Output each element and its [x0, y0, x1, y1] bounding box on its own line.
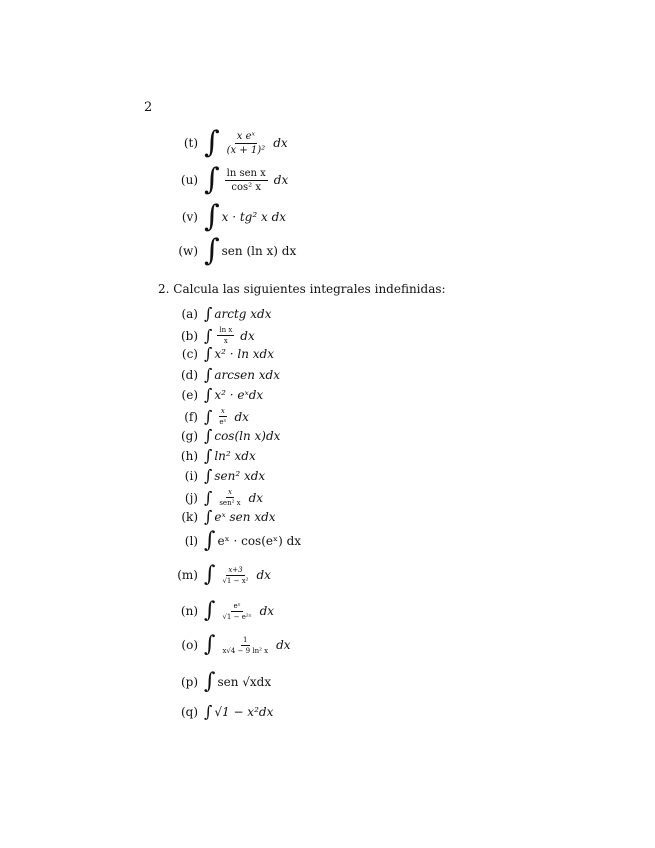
item-label: (p)	[180, 675, 198, 689]
denominator: √1 − x²	[222, 576, 249, 585]
exercise-item	[178, 634, 291, 656]
exercise-item	[178, 407, 249, 426]
exercise-item	[178, 704, 273, 720]
integrand: arctg xdx	[214, 307, 272, 321]
integrand: cos(ln x)dx	[214, 429, 281, 443]
integral-sign: ∫	[204, 562, 216, 587]
item-label: (g)	[180, 429, 198, 443]
exercise-item	[178, 428, 280, 444]
item-label: (e)	[181, 388, 198, 402]
exercise-item	[178, 530, 301, 552]
item-label: (f)	[184, 409, 198, 424]
exercise-item	[178, 326, 255, 345]
item-label: (h)	[180, 449, 198, 463]
item-label: (u)	[180, 173, 198, 187]
denominator: eˣ	[219, 418, 227, 426]
integrand: x · tg² x dx	[221, 210, 287, 224]
denominator: cos² x	[231, 181, 261, 193]
exercise-item	[178, 600, 274, 622]
exercise-heading: 2. Calcula las siguientes integrales indefinidas:	[158, 282, 446, 296]
item-label: (c)	[181, 347, 198, 361]
exercise-item	[176, 233, 297, 268]
integrand: sen √xdx	[217, 675, 272, 689]
integrand: eˣ · cos(eˣ) dx	[217, 534, 302, 548]
denominator: x√4 − 9 ln² x	[222, 646, 269, 655]
exercise-item	[178, 367, 280, 383]
fraction	[225, 168, 268, 193]
integral-sign: ∫	[204, 446, 213, 465]
integral-sign: ∫	[204, 507, 213, 526]
fraction	[220, 636, 270, 655]
differential: dx	[273, 173, 289, 187]
integrand: arcsen xdx	[214, 368, 280, 382]
integrand: x² · ln xdx	[214, 347, 274, 361]
differential: dx	[276, 638, 291, 652]
item-label: (i)	[184, 469, 198, 483]
item-label: (t)	[183, 136, 198, 150]
denominator: (x + 1)²	[226, 144, 266, 156]
item-label: (j)	[184, 490, 198, 505]
fraction	[217, 488, 242, 507]
exercise-item	[178, 387, 263, 403]
numerator: ln sen x	[226, 167, 266, 179]
integral-sign: ∫	[204, 385, 213, 404]
integrand: sen (ln x) dx	[221, 244, 297, 258]
differential: dx	[259, 604, 275, 618]
exercise-item	[176, 199, 287, 234]
item-label: (q)	[180, 705, 198, 719]
fraction	[220, 602, 253, 621]
integral-sign: ∫	[204, 669, 216, 694]
fraction	[225, 131, 268, 156]
exercise-item	[178, 671, 271, 693]
page-number: 2	[144, 100, 153, 115]
integral-sign: ∫	[204, 487, 213, 507]
integrand: eˣ sen xdx	[214, 510, 276, 524]
item-label: (d)	[180, 368, 198, 382]
numerator: 1	[243, 635, 248, 644]
numerator: x+3	[228, 565, 243, 574]
integrand: x² · eˣdx	[214, 388, 264, 402]
exercise-item	[178, 468, 265, 484]
item-label: (l)	[184, 534, 198, 548]
fraction	[220, 566, 250, 585]
numerator: ln x	[219, 326, 233, 334]
exercise-item	[174, 564, 271, 586]
item-label: (m)	[177, 568, 198, 582]
integral-sign: ∫	[204, 344, 213, 363]
item-label: (w)	[178, 244, 198, 258]
integrand: ln² xdx	[214, 449, 256, 463]
differential: dx	[248, 490, 264, 505]
differential: dx	[256, 568, 271, 582]
integral-sign: ∫	[204, 466, 213, 485]
integral-sign: ∫	[204, 598, 216, 623]
item-label: (b)	[180, 328, 198, 343]
fraction	[217, 407, 228, 426]
integral-sign: ∫	[204, 365, 213, 384]
fraction	[217, 326, 234, 345]
exercise-item	[178, 509, 276, 525]
item-label: (n)	[180, 604, 198, 618]
integral-sign: ∫	[204, 406, 213, 426]
differential: dx	[234, 409, 249, 424]
exercise-item	[178, 346, 274, 362]
item-label: (a)	[181, 307, 198, 321]
exercise-item	[178, 306, 272, 322]
numerator: x eˣ	[236, 130, 256, 142]
exercise-item	[176, 125, 288, 160]
exercise-item	[178, 488, 263, 507]
integrand: √1 − x²dx	[214, 705, 274, 719]
exercise-item	[178, 448, 256, 464]
integral-sign: ∫	[204, 325, 213, 345]
integral-sign: ∫	[204, 304, 213, 323]
integral-sign: ∫	[204, 125, 220, 160]
integral-sign: ∫	[204, 632, 216, 657]
denominator: x	[223, 337, 228, 345]
denominator: sen² x	[219, 499, 241, 507]
numerator: x	[220, 407, 225, 415]
denominator: √1 − e²ˣ	[222, 612, 252, 621]
integral-sign: ∫	[204, 162, 220, 197]
item-label: (k)	[181, 510, 198, 524]
differential: dx	[240, 328, 255, 343]
integrand: sen² xdx	[214, 469, 266, 483]
numerator: x	[227, 488, 232, 496]
differential: dx	[273, 136, 288, 150]
integral-sign: ∫	[204, 702, 213, 721]
integral-sign: ∫	[204, 528, 216, 553]
integral-sign: ∫	[204, 199, 220, 234]
item-label: (v)	[181, 210, 198, 224]
numerator: eˣ	[233, 601, 241, 610]
integral-sign: ∫	[204, 426, 213, 445]
integral-sign: ∫	[204, 233, 220, 268]
exercise-item	[176, 162, 289, 197]
item-label: (o)	[181, 638, 198, 652]
